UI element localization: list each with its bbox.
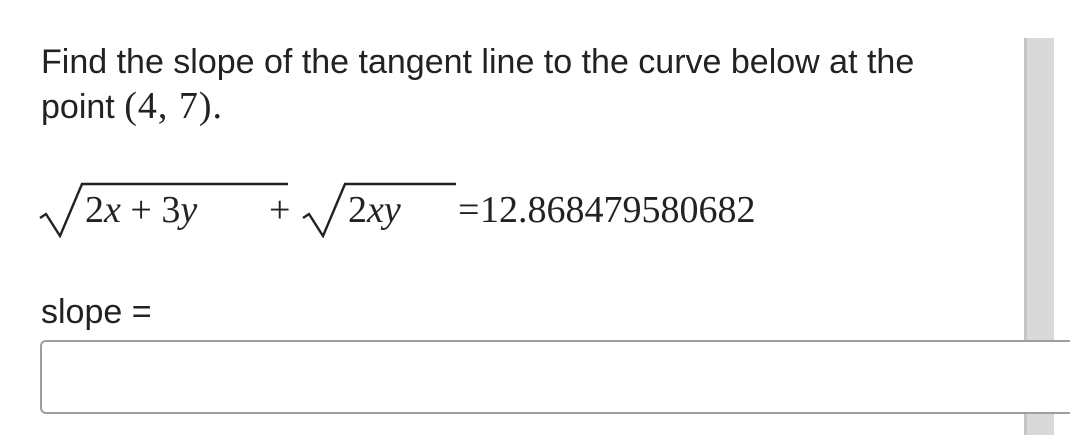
sqrt-term-2 (301, 176, 456, 236)
question-text (41, 40, 1021, 129)
radicand-1: 2x + 3y (85, 189, 198, 231)
radicand-2: 2xy (348, 189, 401, 231)
question-period: . (212, 85, 222, 127)
question-point-prefix: point (41, 88, 125, 126)
point-coordinates: (4, 7) (124, 85, 213, 127)
question-line-2 (41, 84, 1021, 129)
equation-rhs-value: 12.868479580682 (480, 189, 756, 231)
slope-answer-input[interactable] (40, 340, 1070, 414)
question-line-1: Find the slope of the tangent line to the curve below at the (41, 43, 915, 81)
plus-sign: + (269, 189, 291, 231)
equals-sign: = (458, 189, 480, 231)
sqrt-term-1 (38, 176, 291, 236)
slope-label: slope = (41, 293, 152, 331)
